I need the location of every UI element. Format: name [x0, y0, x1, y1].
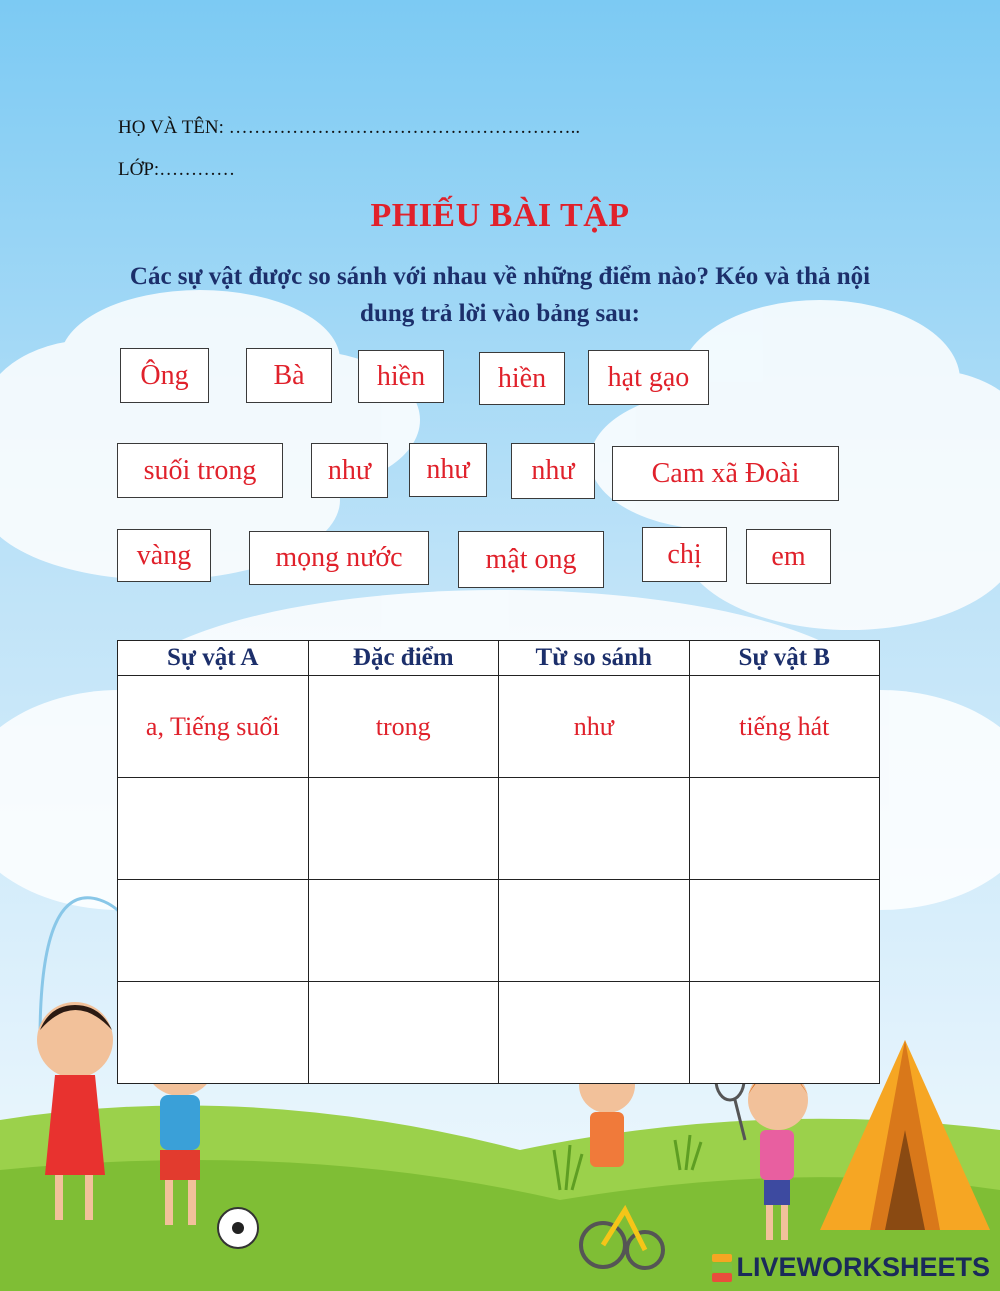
drop-cell-c-dac-diem[interactable] [308, 880, 499, 982]
tile-cam-xa-doai[interactable]: Cam xã Đoài [612, 446, 839, 501]
table-header-row [118, 641, 880, 676]
tile-nhu-3[interactable]: như [511, 443, 595, 499]
drop-cell-d-tu-so-sanh[interactable] [499, 982, 690, 1084]
header-su-vat-b: Sự vật B [689, 641, 880, 676]
answer-table [117, 640, 880, 1084]
tile-hien-1[interactable]: hiền [358, 350, 444, 403]
liveworksheets-logo-icon [712, 1254, 732, 1282]
tile-nhu-2[interactable]: như [409, 443, 487, 497]
example-su-vat-b: tiếng hát [689, 676, 880, 778]
tile-mong-nuoc[interactable]: mọng nước [249, 531, 429, 585]
table-row [118, 982, 880, 1084]
drop-cell-c-su-vat-a[interactable] [118, 880, 309, 982]
tile-suoi-trong[interactable]: suối trong [117, 443, 283, 498]
question-text: Các sự vật được so sánh với nhau về những điểm nào? Kéo và thả nội dung trả lời vào bảng sau: [129, 263, 871, 327]
tile-chi[interactable]: chị [642, 527, 727, 582]
header-tu-so-sanh: Từ so sánh [499, 641, 690, 676]
class-line: LỚP:………… [118, 159, 236, 180]
liveworksheets-brand [712, 1252, 990, 1283]
tile-ong[interactable]: Ông [120, 348, 209, 403]
drop-cell-d-su-vat-a[interactable] [118, 982, 309, 1084]
drop-cell-b-su-vat-b[interactable] [689, 778, 880, 880]
header-su-vat-a: Sự vật A [118, 641, 309, 676]
header-dac-diem: Đặc điểm [308, 641, 499, 676]
table-row-example [118, 676, 880, 778]
tile-hien-2[interactable]: hiền [479, 352, 565, 405]
drop-cell-d-dac-diem[interactable] [308, 982, 499, 1084]
student-name-line: HỌ VÀ TÊN: ……………………………………………….. [118, 117, 581, 138]
tile-vang[interactable]: vàng [117, 529, 211, 582]
table-row [118, 880, 880, 982]
tile-hat-gao[interactable]: hạt gạo [588, 350, 709, 405]
worksheet-title: PHIẾU BÀI TẬP [370, 197, 630, 234]
table-row [118, 778, 880, 880]
example-dac-diem: trong [308, 676, 499, 778]
drop-cell-c-tu-so-sanh[interactable] [499, 880, 690, 982]
drop-cell-d-su-vat-b[interactable] [689, 982, 880, 1084]
tile-em[interactable]: em [746, 529, 831, 584]
example-su-vat-a: a, Tiếng suối [118, 676, 309, 778]
drop-cell-b-tu-so-sanh[interactable] [499, 778, 690, 880]
tile-mat-ong[interactable]: mật ong [458, 531, 604, 588]
drop-cell-c-su-vat-b[interactable] [689, 880, 880, 982]
brand-text: LIVEWORKSHEETS [736, 1252, 990, 1282]
tile-ba[interactable]: Bà [246, 348, 332, 403]
drop-cell-b-su-vat-a[interactable] [118, 778, 309, 880]
example-tu-so-sanh: như [499, 676, 690, 778]
tile-nhu-1[interactable]: như [311, 443, 388, 498]
drop-cell-b-dac-diem[interactable] [308, 778, 499, 880]
